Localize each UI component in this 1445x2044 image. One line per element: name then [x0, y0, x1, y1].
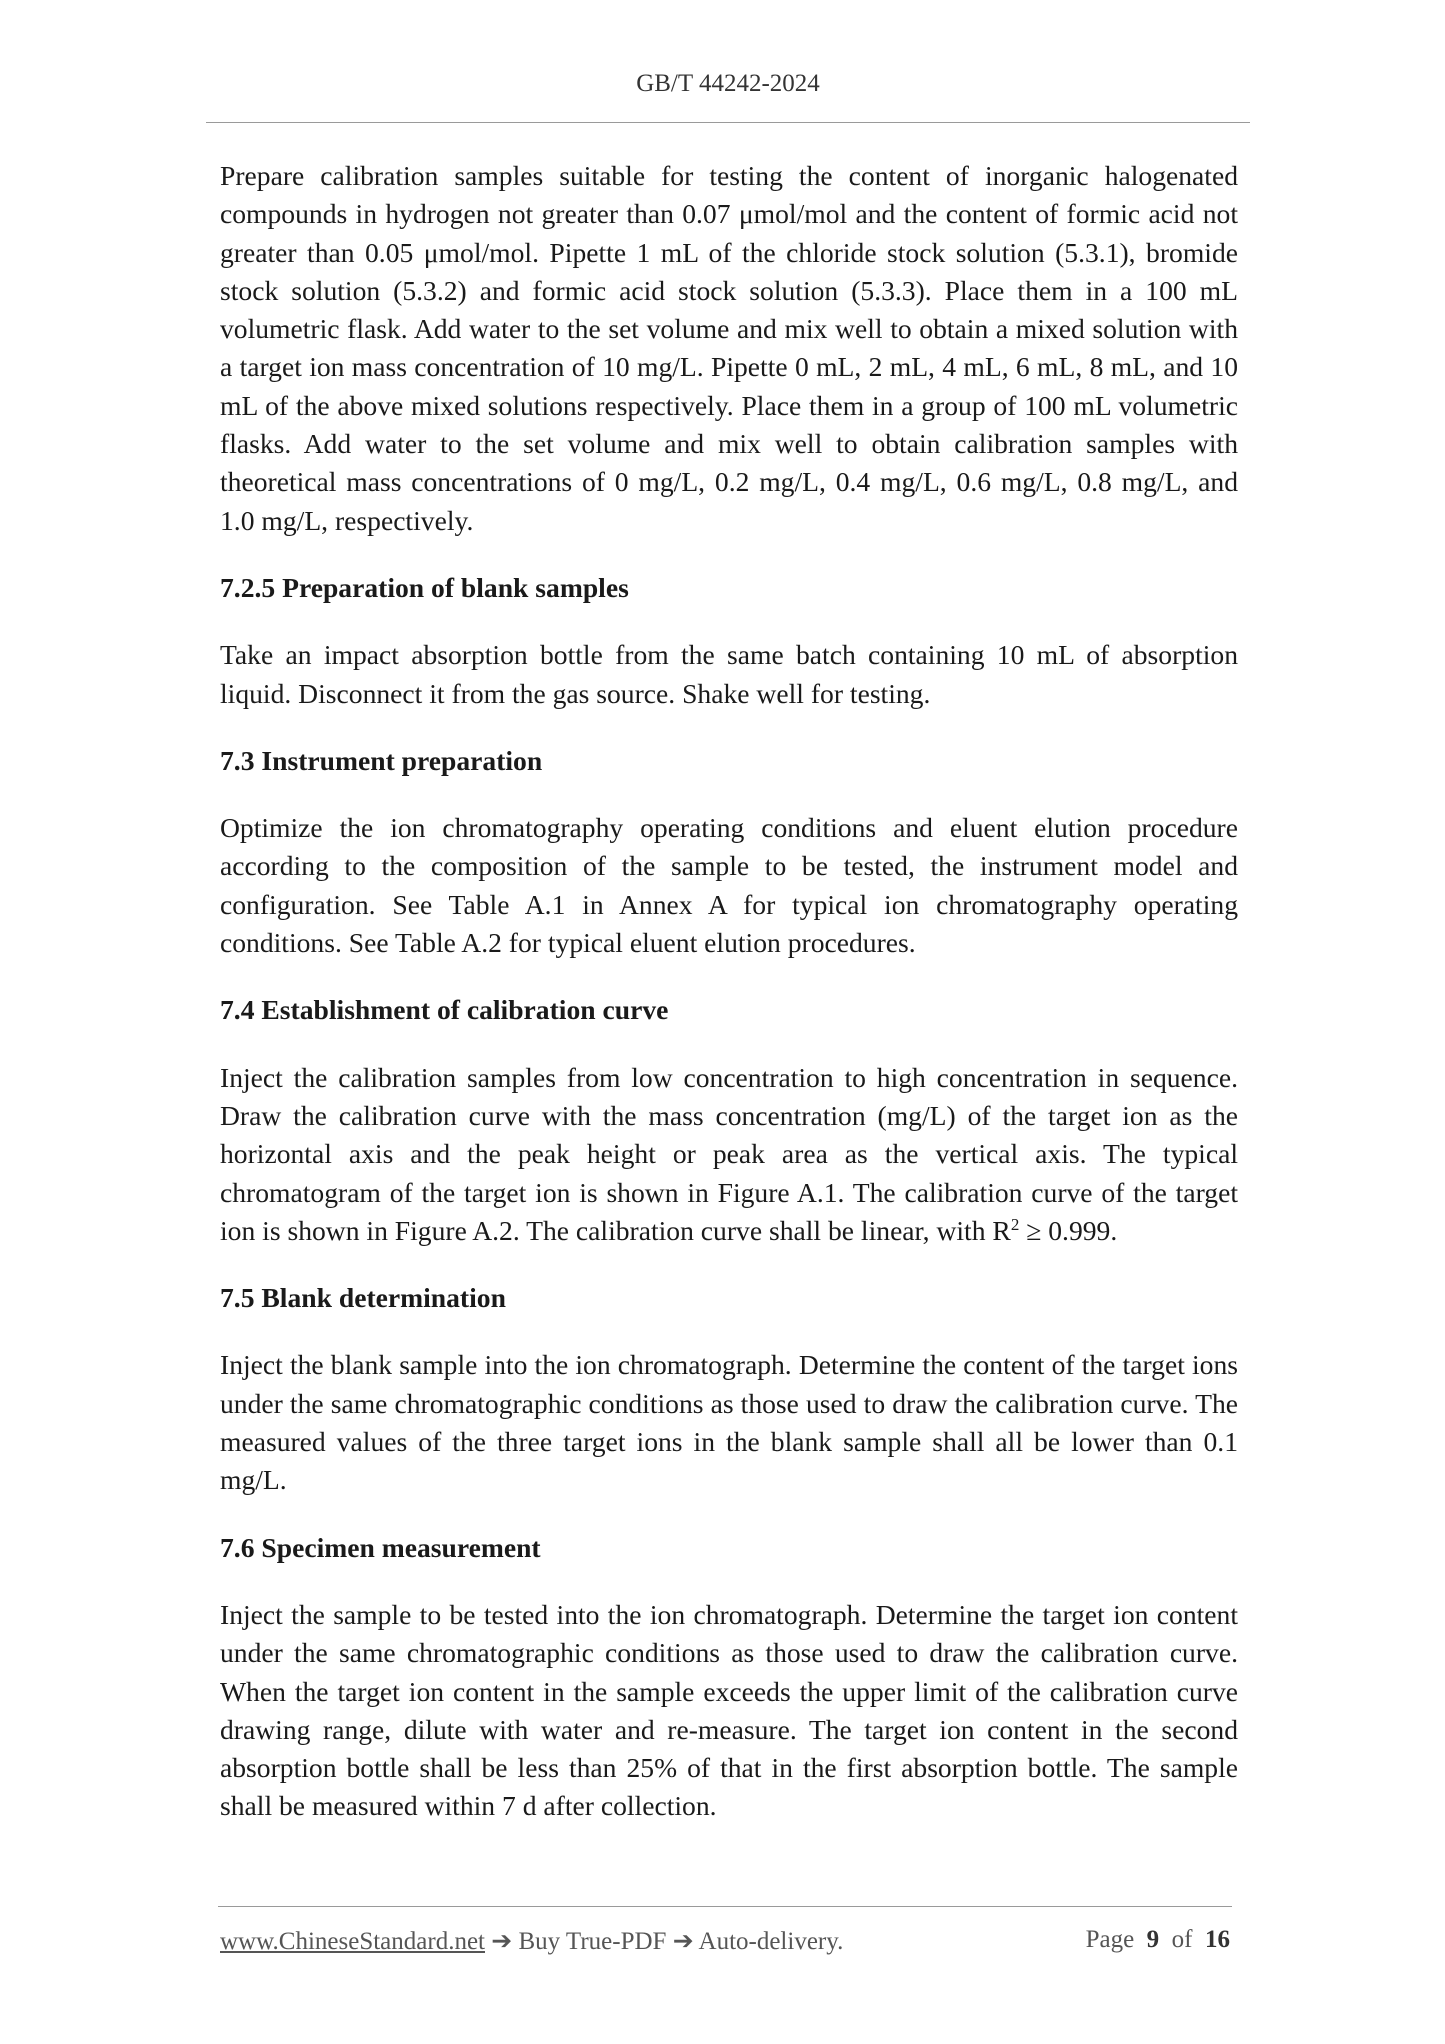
paragraph-text: Inject the calibration samples from low concentration to high concentration in sequence. Draw the calibration curve with the mass concentration (mg/L) of the target ion as the horizontal axis and the peak height or peak area as the vertical axis. The typical chromatogram of the target ion is shown in Figure A.1. The calibration curve of the target ion is shown in Figure A.2. The calibration curve shall be linear, with R — [220, 1061, 1238, 1246]
site-link[interactable]: www.ChineseStandard.net — [220, 1928, 485, 1955]
buy-true-pdf-text: Buy True-PDF — [518, 1928, 667, 1955]
document-id-header: GB/T 44242-2024 — [636, 70, 820, 97]
footer-links — [220, 1926, 843, 1956]
paragraph-specimen-measurement — [220, 1596, 1238, 1826]
page-current: 9 — [1146, 1926, 1160, 1953]
arrow-icon: ➔ — [491, 1928, 513, 1955]
paragraph-blank-samples — [220, 636, 1238, 713]
paragraph-text: Prepare calibration samples suitable for testing the content of inorganic halogenated compounds in hydrogen not greater than 0.07 μmol/mol and the content of formic acid not greater than 0.05 μmol/mol. Pipette 1 mL of the chloride stock solution (5.3.1), bromide stock solution (5.3.2) and formic acid stock solution (5.3.3). Place them in a 100 mL volumetric flask. Add water to the set volume and mix well to obtain a mixed solution with a target ion mass concentration of 10 mg/L. Pipette 0 mL, 2 mL, 4 mL, 6 mL, 8 mL, and 10 mL of the above mixed solutions respectively. Place them in a group of 100 mL volumetric flasks. Add water to the set volume and mix well to obtain calibration samples with theoretical mass concentrations of 0 mg/L, 0.2 mg/L, 0.4 mg/L, 0.6 mg/L, 0.8 mg/L, and 1.0 mg/L, respectively. — [220, 160, 1238, 536]
page-number — [1086, 1926, 1230, 1954]
paragraph-text: Take an impact absorption bottle from the same batch containing 10 mL of absorption liquid. Disconnect it from the gas source. Shake well for testing. — [220, 639, 1238, 709]
of-label: of — [1171, 1926, 1193, 1953]
paragraph-text: Inject the blank sample into the ion chromatograph. Determine the content of the target ions under the same chromatographic conditions as those used to draw the calibration curve. The measured values of the three target ions in the blank sample shall all be lower than 0.1 mg/L. — [220, 1349, 1238, 1496]
heading-7-3: 7.3 Instrument preparation — [220, 744, 543, 776]
paragraph-instrument-preparation — [220, 809, 1238, 962]
heading-7-6: 7.6 Specimen measurement — [220, 1531, 541, 1563]
paragraph-calibration-curve — [220, 1059, 1238, 1250]
page-footer — [220, 1926, 1230, 1960]
header-divider — [206, 122, 1250, 123]
footer-divider — [218, 1906, 1232, 1907]
arrow-icon: ➔ — [672, 1928, 694, 1955]
paragraph-text: Inject the sample to be tested into the ion chromatograph. Determine the target ion content under the same chromatographic conditions as those used to draw the calibration curve. When the target ion content in the sample exceeds the upper limit of the calibration curve drawing range, dilute with water and re-measure. The target ion content in the second absorption bottle shall be less than 25% of that in the first absorption bottle. The sample shall be measured within 7 d after collection. — [220, 1598, 1238, 1822]
heading-7-4: 7.4 Establishment of calibration curve — [220, 994, 669, 1026]
heading-7-2-5: 7.2.5 Preparation of blank samples — [220, 571, 629, 603]
paragraph-text-tail: ≥ 0.999. — [1019, 1214, 1118, 1246]
document-body — [220, 157, 1238, 1826]
paragraph-blank-determination — [220, 1346, 1238, 1499]
paragraph-text: Optimize the ion chromatography operating conditions and eluent elution procedure according to the composition of the sample to be tested, the instrument model and configuration. See Table A.1 in Annex A for typical ion chromatography operating conditions. See Table A.2 for typical eluent elution procedures. — [220, 812, 1238, 959]
auto-delivery-text: Auto-delivery. — [698, 1928, 844, 1955]
paragraph-calibration-samples — [220, 157, 1238, 540]
heading-7-5: 7.5 Blank determination — [220, 1282, 506, 1314]
page-label: Page — [1085, 1926, 1135, 1953]
superscript-2: 2 — [1010, 1214, 1020, 1234]
page-total: 16 — [1205, 1926, 1230, 1953]
